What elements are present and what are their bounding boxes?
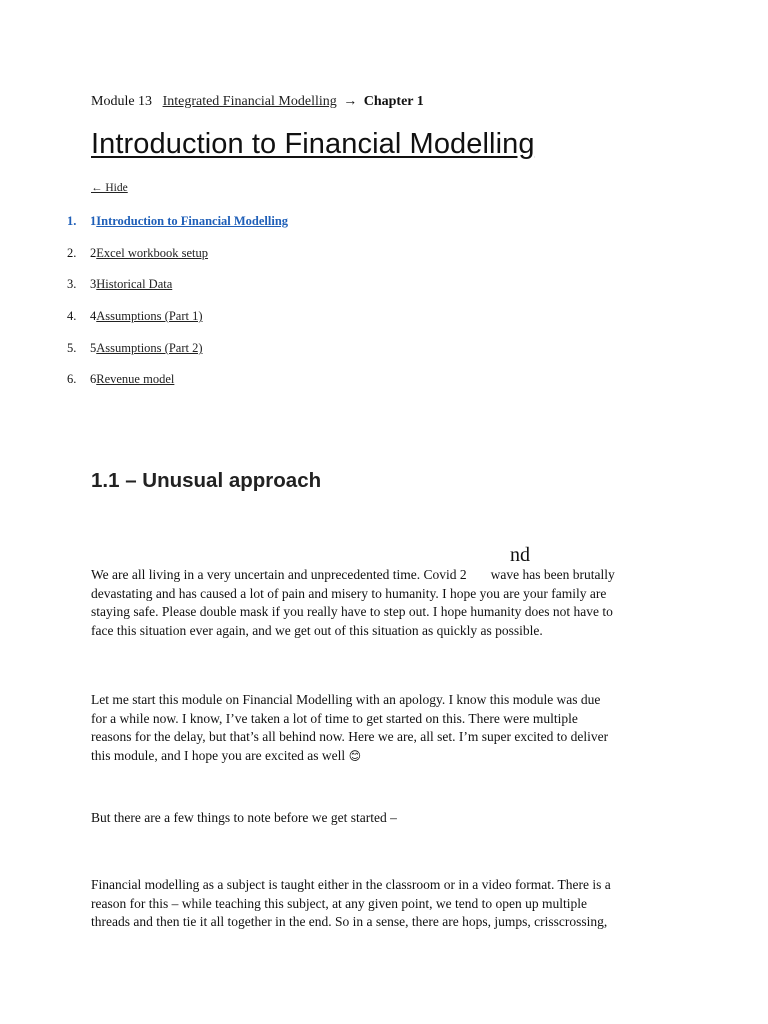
paragraph-text: wave has been brutally	[490, 567, 615, 582]
breadcrumb	[91, 93, 424, 111]
toc-item-number: 3.	[67, 277, 77, 291]
toc-item-prefix: 2	[90, 246, 97, 260]
ordinal-superscript: nd	[510, 544, 530, 566]
toc-item-6[interactable]	[67, 370, 174, 388]
toc-item-3[interactable]	[67, 275, 172, 293]
paragraph-line: Let me start this module on Financial Modelling with an apology. I know this module was due	[91, 692, 601, 707]
toc-item-prefix: 5	[90, 341, 97, 355]
toc-item-link[interactable]: Revenue model	[96, 372, 175, 386]
toc-item-prefix: 1	[90, 214, 97, 228]
paragraph-line: But there are a few things to note before we get started –	[91, 810, 397, 825]
toc-item-link[interactable]: Excel workbook setup	[96, 246, 209, 260]
breadcrumb-chapter: Chapter 1	[363, 94, 424, 109]
toc-item-link[interactable]: Assumptions (Part 1)	[96, 309, 203, 323]
toc-item-1[interactable]	[67, 212, 288, 230]
paragraph-line: for a while now. I know, I’ve taken a lot of time to get started on this. There were multiple	[91, 710, 578, 726]
toc-item-number: 2.	[67, 246, 77, 260]
paragraph-teaching	[91, 876, 691, 932]
toc-item-prefix: 6	[90, 372, 97, 386]
paragraph-line: devastating and has caused a lot of pain and misery to humanity. I hope you are your family are	[91, 585, 607, 601]
paragraph-text: this module, and I hope you are excited as well	[91, 747, 346, 763]
paragraph-line: threads and then tie it all together in the end. So in a sense, there are hops, jumps, crisscrossing,	[91, 914, 608, 929]
paragraph-covid	[91, 566, 691, 640]
toc-item-number: 4.	[67, 309, 77, 323]
toc-item-link[interactable]: Introduction to Financial Modelling	[96, 214, 289, 228]
breadcrumb-module-link[interactable]: Integrated Financial Modelling	[162, 94, 337, 109]
toc-item-2[interactable]	[67, 244, 208, 262]
paragraph-apology	[91, 691, 691, 765]
paragraph-line: face this situation ever again, and we get out of this situation as quickly as possible.	[91, 622, 543, 638]
toc-item-number: 5.	[67, 341, 77, 355]
breadcrumb-arrow: →	[343, 94, 358, 109]
paragraph-line: reason for this – while teaching this subject, at any given point, we tend to open up multiple	[91, 895, 588, 911]
breadcrumb-module: Module 13	[91, 94, 153, 109]
paragraph-line: Financial modelling as a subject is taught either in the classroom or in a video format. There is a	[91, 877, 611, 892]
toc-item-number: 6.	[67, 372, 77, 386]
paragraph-line: staying safe. Please double mask if you really have to step out. I hope humanity does not have to	[91, 604, 613, 619]
paragraph-line: reasons for the delay, but that’s all behind now. Here we are, all set. I’m super excited to deliver	[91, 729, 609, 744]
section-heading: 1.1 – Unusual approach	[91, 469, 322, 492]
paragraph-line	[91, 566, 691, 585]
page-title: Introduction to Financial Modelling	[91, 128, 535, 160]
toc-item-prefix: 4	[90, 309, 97, 323]
toc-item-4[interactable]	[67, 307, 203, 325]
smiley-icon: 😊	[348, 748, 362, 763]
toc-item-number: 1.	[67, 214, 77, 228]
toc-item-link[interactable]: Historical Data	[96, 277, 173, 291]
toc-item-prefix: 3	[90, 277, 97, 291]
paragraph-text: We are all living in a very uncertain and unprecedented time. Covid 2	[91, 567, 467, 582]
hide-toc-link[interactable]: ← Hide	[91, 182, 128, 194]
paragraph-line	[91, 747, 691, 766]
toc-item-5[interactable]	[67, 339, 203, 357]
toc-item-link[interactable]: Assumptions (Part 2)	[96, 341, 203, 355]
paragraph-note	[91, 809, 691, 828]
